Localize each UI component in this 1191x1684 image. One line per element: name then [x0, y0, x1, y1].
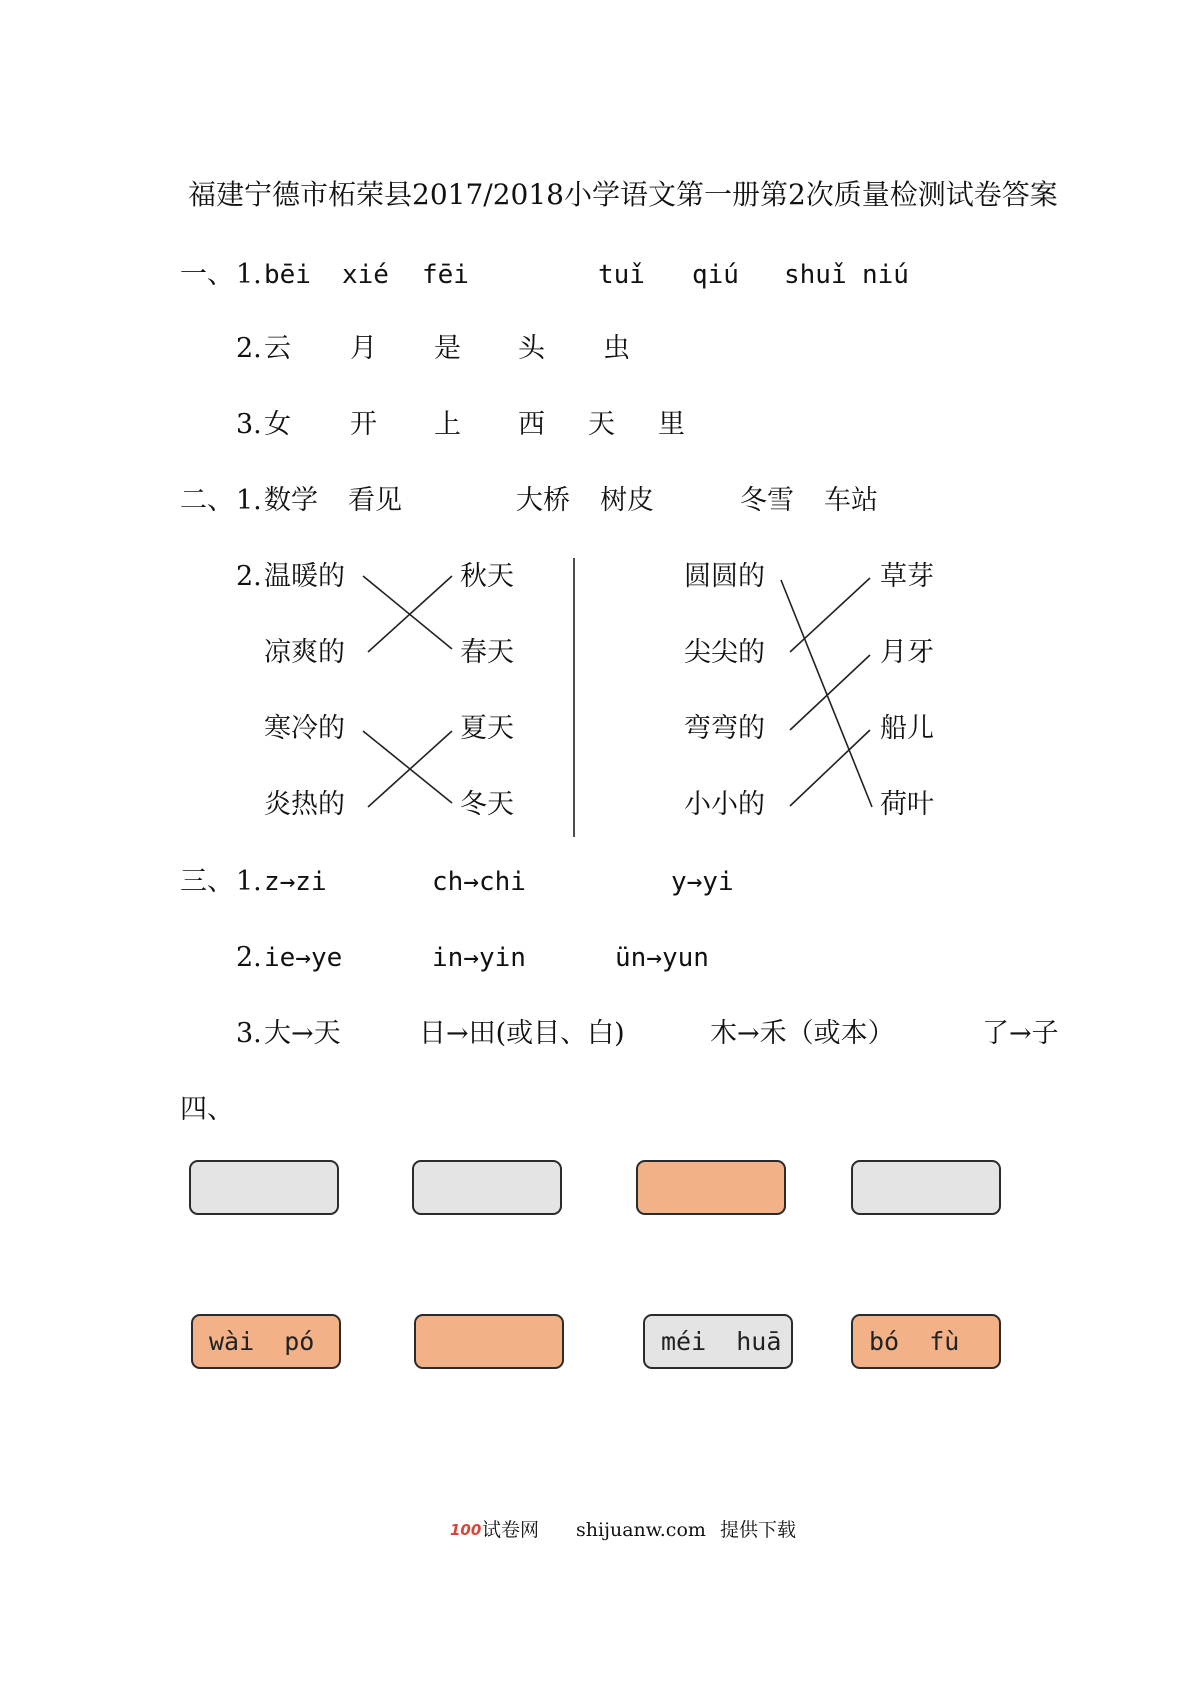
char-change: 木→禾（或本）	[710, 1018, 895, 1049]
section-3-q1-num: 1.	[236, 866, 262, 897]
match-line	[368, 576, 452, 652]
answer-box: bó fù	[851, 1314, 1001, 1369]
matching-noun: 春天	[460, 637, 514, 668]
footer-note: 提供下载	[720, 1519, 797, 1541]
answer-box	[636, 1160, 786, 1215]
section-2-q1-num: 1.	[236, 485, 262, 516]
page-title: 福建宁德市柘荣县2017/2018小学语文第一册第2次质量检测试卷答案	[188, 178, 1058, 211]
matching-noun: 秋天	[460, 561, 514, 592]
char-change: 了→子	[982, 1018, 1059, 1049]
section-1-q3-num: 3.	[236, 409, 262, 440]
matching-noun: 荷叶	[880, 789, 934, 820]
match-line	[790, 578, 870, 652]
footer-url[interactable]: shijuanw.com	[576, 1519, 706, 1541]
match-line	[363, 576, 452, 649]
answer-box	[851, 1160, 1001, 1215]
section-1-q1-num: 1.	[236, 259, 262, 290]
section-3-q3-num: 3.	[236, 1018, 262, 1049]
char-item: 开	[350, 409, 377, 440]
match-line	[790, 655, 870, 730]
section-3-q2-num: 2.	[236, 942, 262, 973]
section-2-q2-num: 2.	[236, 561, 262, 592]
pinyin-item: shuǐ	[784, 260, 847, 290]
char-item: 上	[434, 409, 461, 440]
pinyin-item: fēi	[422, 260, 469, 290]
word-item: 树皮	[600, 485, 654, 516]
match-line	[363, 731, 452, 803]
pinyin-item: tuǐ	[598, 260, 645, 290]
word-item: 数学	[264, 485, 318, 516]
match-line	[790, 730, 870, 806]
pinyin-rule: ün→yun	[615, 943, 709, 973]
char-change: 日→田(或目、白)	[419, 1018, 625, 1049]
pinyin-item: bēi	[264, 260, 311, 290]
answer-box	[189, 1160, 339, 1215]
matching-noun: 草芽	[880, 561, 934, 592]
pinyin-rule: in→yin	[432, 943, 526, 973]
pinyin-item: qiú	[692, 260, 739, 290]
pinyin-rule: ch→chi	[432, 867, 526, 897]
word-item: 车站	[824, 485, 878, 516]
char-item: 云	[264, 333, 291, 364]
section-3-label: 三、	[180, 866, 234, 897]
answer-box	[412, 1160, 562, 1215]
pinyin-rule: y→yi	[671, 867, 734, 897]
matching-adjective: 凉爽的	[264, 637, 345, 668]
site-logo: 100	[450, 1521, 482, 1539]
section-2-label: 二、	[180, 485, 234, 516]
pinyin-rule: ie→ye	[264, 943, 343, 973]
pinyin-item: xié	[342, 260, 389, 290]
word-item: 看见	[348, 485, 402, 516]
matching-adjective: 小小的	[684, 789, 765, 820]
matching-noun: 夏天	[460, 713, 514, 744]
answer-box	[414, 1314, 564, 1369]
pinyin-rule: z→zi	[264, 867, 327, 897]
matching-noun: 月牙	[880, 637, 934, 668]
char-item: 天	[588, 409, 615, 440]
char-item: 是	[434, 333, 461, 364]
matching-adjective: 炎热的	[264, 789, 345, 820]
section-4-label: 四、	[180, 1094, 234, 1125]
pinyin-item: niú	[862, 260, 909, 290]
char-item: 里	[658, 409, 685, 440]
matching-adjective: 弯弯的	[684, 713, 765, 744]
word-item: 冬雪	[740, 485, 794, 516]
char-item: 月	[350, 333, 377, 364]
matching-adjective: 圆圆的	[684, 561, 765, 592]
char-item: 西	[518, 409, 545, 440]
char-item: 女	[264, 409, 291, 440]
char-item: 虫	[603, 333, 630, 364]
answer-box: méi huā	[643, 1314, 793, 1369]
match-line	[368, 731, 452, 807]
matching-adjective: 尖尖的	[684, 637, 765, 668]
match-line	[781, 580, 872, 807]
word-item: 大桥	[516, 485, 570, 516]
section-1-label: 一、	[180, 259, 234, 290]
matching-adjective: 温暖的	[264, 561, 345, 592]
char-item: 头	[518, 333, 545, 364]
char-change: 大→天	[264, 1018, 341, 1049]
answer-box: wài pó	[191, 1314, 341, 1369]
matching-adjective: 寒冷的	[264, 713, 345, 744]
matching-noun: 船儿	[880, 713, 934, 744]
section-1-q2-num: 2.	[236, 333, 262, 364]
footer-site-name: 试卷网	[482, 1519, 540, 1541]
matching-noun: 冬天	[460, 789, 514, 820]
